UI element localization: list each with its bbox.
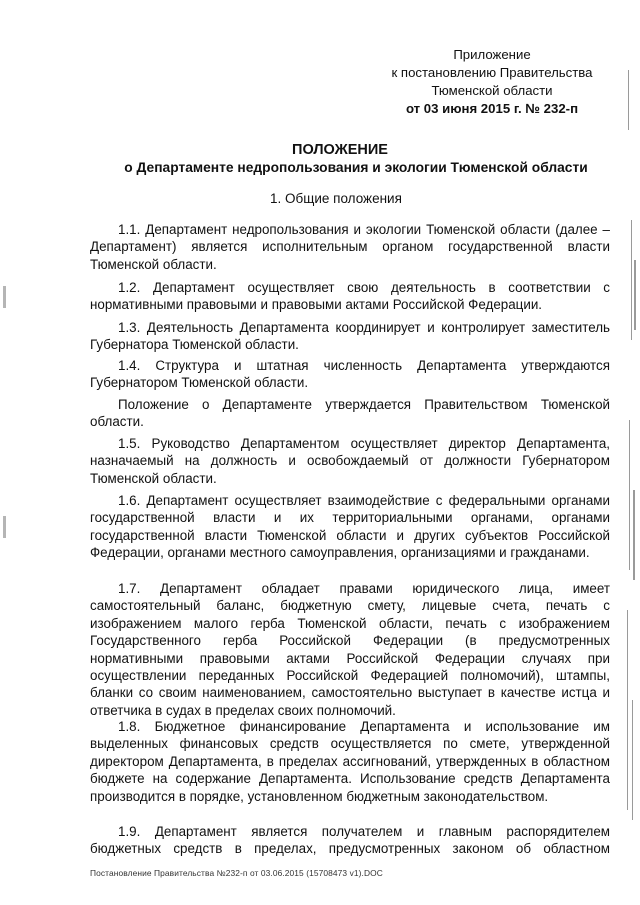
paragraph-1-2: 1.2. Департамент осуществляет свою деятельность в соответствии с нормативными правовыми и правовыми актами Российской Федерации. <box>90 280 610 313</box>
appendix-region: Тюменской области <box>431 83 553 98</box>
appendix-header <box>372 46 612 118</box>
document-footer: Постановление Правительства №232-п от 03.06.2015 (15708473 v1).DOC <box>90 868 383 878</box>
paragraph-1-6: 1.6. Департамент осуществляет взаимодействие с федеральными органами государственной власти и их территориальными органами, органами государственной власти Тюменской области и других субъектов Российской Федерации, органами местного самоуправления, организациями и гражданами. <box>90 493 610 561</box>
paragraph-1-4: 1.4. Структура и штатная численность Департамента утверждаются Губернатором Тюменской области. <box>90 358 610 391</box>
punch-mark-bottom <box>3 516 6 538</box>
paragraph-1-3: 1.3. Деятельность Департамента координирует и контролирует заместитель Губернатора Тюменской области. <box>90 320 610 353</box>
paragraph-approval: Положение о Департаменте утверждается Правительством Тюменской области. <box>90 397 610 430</box>
paragraph-1-9: 1.9. Департамент является получателем и главным распорядителем бюджетных средств в пределах, предусмотренных законом об областном <box>90 824 610 857</box>
paragraph-1-1: 1.1. Департамент недропользования и экологии Тюменской области (далее – Департамент) является исполнительным органом государственной власти Тюменской области. <box>90 222 610 272</box>
section-heading: 1. Общие положения <box>270 191 402 206</box>
document-subtitle: о Департаменте недропользования и экологии Тюменской области <box>124 160 588 175</box>
document-title: ПОЛОЖЕНИЕ <box>292 142 388 158</box>
paragraph-1-5: 1.5. Руководство Департаментом осуществляет директор Департамента, назначаемый на должность и освобождаемый от должности Губернатором Тюменской области. <box>90 436 610 486</box>
scan-edge-artifact <box>622 0 640 905</box>
paragraph-1-7: 1.7. Департамент обладает правами юридического лица, имеет самостоятельный баланс, бюджетную смету, лицевые счета, печать с изображением малого герба Тюменской области, печать с изображением Государственного герба Российской Федерации (в предусмотренных нормативными правовыми актами Российской Федерации случаях при осуществлении переданных Российской Федерацией полномочий), штампы, бланки со своим наименованием, самостоятельно выступает в качестве истца и ответчика в судах в пределах своих полномочий. <box>90 581 610 718</box>
appendix-date-number: от 03 июня 2015 г. № 232-п <box>405 101 579 116</box>
appendix-resolution-ref: к постановлению Правительства <box>391 65 593 80</box>
punch-mark-top <box>3 286 6 308</box>
paragraph-1-8: 1.8. Бюджетное финансирование Департамента и использование им выделенных финансовых средств осуществляется по смете, утвержденной директором Департамента, в пределах ассигнований, утвержденных в областном бюджете на содержание Департамента. Использование средств Департамента производится в порядке, установленном бюджетным законодательством. <box>90 719 610 804</box>
appendix-label: Приложение <box>453 47 531 62</box>
